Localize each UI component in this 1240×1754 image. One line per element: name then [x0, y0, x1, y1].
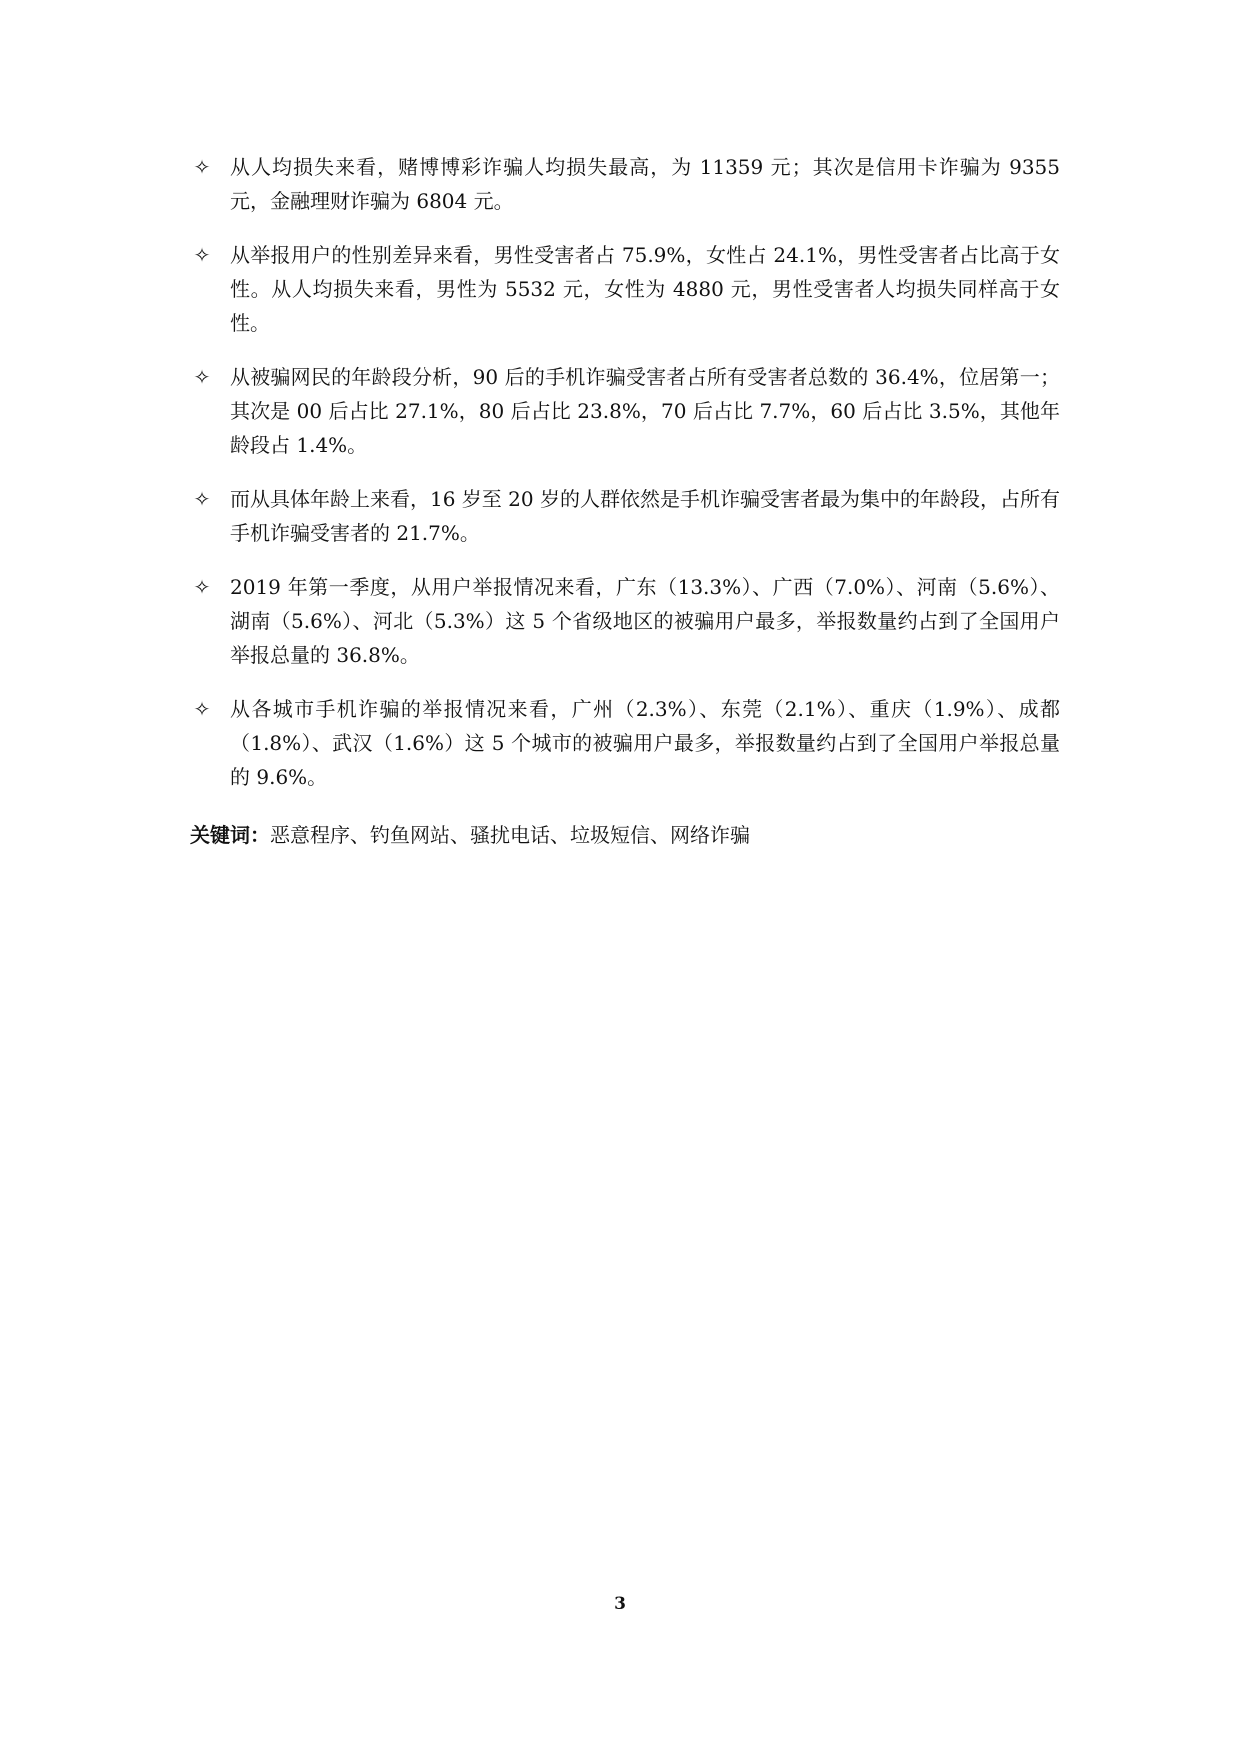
keywords-line: [190, 818, 1060, 852]
four-pointed-star-icon: ✧: [193, 575, 211, 599]
bullet-text: 而从具体年龄上来看，16 岁至 20 岁的人群依然是手机诈骗受害者最为集中的年龄段，占所有手机诈骗受害者的 21.7%。: [230, 487, 1060, 545]
bullet-item: [190, 360, 1060, 462]
bullet-item: [190, 692, 1060, 794]
bullet-text: 从人均损失来看，赌博博彩诈骗人均损失最高，为 11359 元；其次是信用卡诈骗为 9355 元，金融理财诈骗为 6804 元。: [230, 155, 1060, 213]
page-number: 3: [614, 1594, 626, 1614]
bullet-text: 从举报用户的性别差异来看，男性受害者占 75.9%，女性占 24.1%，男性受害者占比高于女性。从人均损失来看，男性为 5532 元，女性为 4880 元，男性受害者人均损失同样高于女性。: [230, 243, 1060, 335]
four-pointed-star-icon: ✧: [193, 365, 211, 389]
bullet-text: 2019 年第一季度，从用户举报情况来看，广东（13.3%）、广西（7.0%）、河南（5.6%）、湖南（5.6%）、河北（5.3%）这 5 个省级地区的被骗用户最多，举报数量约占到了全国用户举报总量的 36.8%。: [230, 575, 1060, 667]
four-pointed-star-icon: ✧: [193, 155, 211, 179]
bullet-item: [190, 238, 1060, 340]
four-pointed-star-icon: ✧: [193, 487, 211, 511]
bullet-item: [190, 570, 1060, 672]
bullet-text: 从各城市手机诈骗的举报情况来看，广州（2.3%）、东莞（2.1%）、重庆（1.9%）、成都（1.8%）、武汉（1.6%）这 5 个城市的被骗用户最多，举报数量约占到了全国用户举报总量的 9.6%。: [230, 697, 1060, 789]
bullet-text: 从被骗网民的年龄段分析，90 后的手机诈骗受害者占所有受害者总数的 36.4%，位居第一；其次是 00 后占比 27.1%，80 后占比 23.8%，70 后占比 7.7%，60 后占比 3.5%，其他年龄段占 1.4%。: [230, 365, 1060, 457]
keywords-text: 恶意程序、钓鱼网站、骚扰电话、垃圾短信、网络诈骗: [270, 823, 750, 847]
four-pointed-star-icon: ✧: [193, 697, 211, 721]
bullet-list: [190, 150, 1060, 814]
bullet-item: [190, 150, 1060, 218]
keywords-label: 关键词：: [190, 823, 270, 847]
bullet-item: [190, 482, 1060, 550]
four-pointed-star-icon: ✧: [193, 243, 211, 267]
